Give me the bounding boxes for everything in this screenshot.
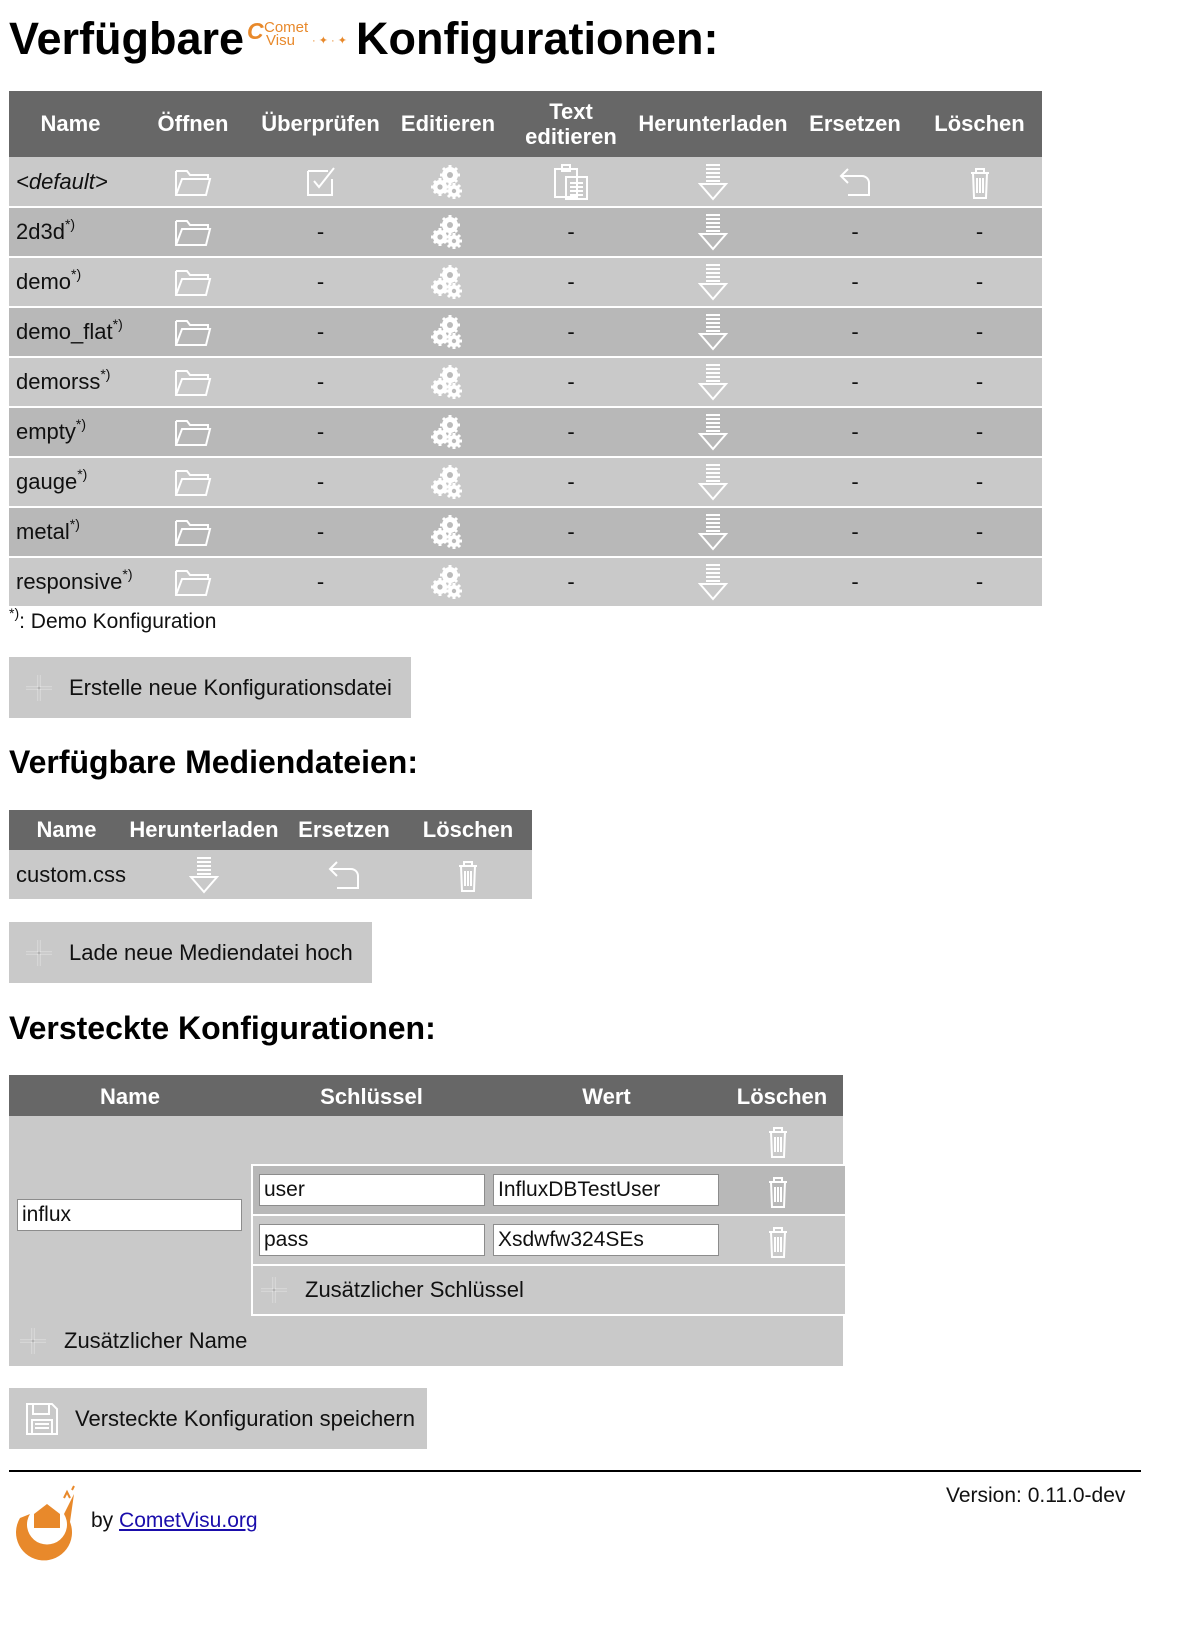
text-edit-button-dash: - — [567, 519, 575, 544]
config-name: empty — [16, 419, 76, 444]
download-icon[interactable] — [698, 463, 728, 501]
replace-cell — [793, 257, 917, 307]
check-cell — [254, 257, 387, 307]
config-name-cell — [9, 257, 132, 307]
footer-version: Version: 0.11.0-dev — [946, 1484, 1126, 1507]
config-name: metal — [16, 519, 70, 544]
folder-icon[interactable] — [174, 517, 212, 547]
gears-icon[interactable] — [430, 414, 466, 450]
delete-cell — [917, 207, 1042, 257]
config-name-cell — [9, 507, 132, 557]
check-button-dash: - — [316, 219, 325, 244]
footer-byline — [91, 1509, 258, 1533]
folder-icon[interactable] — [174, 467, 212, 497]
replace-button-dash: - — [851, 419, 859, 444]
replace-cell — [793, 507, 917, 557]
page-title-part2: Konfigurationen: — [356, 13, 719, 64]
replace-cell — [793, 307, 917, 357]
hidden-col-key: Schlüssel — [320, 1084, 423, 1109]
delete-cell — [917, 307, 1042, 357]
replace-button-dash: - — [851, 519, 859, 544]
text-edit-cell — [509, 307, 633, 357]
media-delete-cell — [404, 850, 532, 900]
text-edit-button-dash: - — [567, 369, 575, 394]
replace-icon[interactable] — [838, 167, 872, 197]
config-row — [9, 457, 1042, 507]
check-cell — [254, 357, 387, 407]
folder-icon[interactable] — [174, 267, 212, 297]
config-row — [9, 157, 1042, 207]
edit-cell — [387, 207, 509, 257]
download-icon[interactable] — [698, 413, 728, 451]
plus-icon — [259, 1275, 289, 1305]
page-title — [9, 13, 245, 64]
media-download-cell — [124, 850, 284, 900]
col-header-download: Herunterladen — [633, 91, 793, 157]
check-cell — [254, 157, 387, 207]
media-table — [9, 810, 532, 901]
add-name-button[interactable] — [18, 1324, 247, 1358]
gears-icon[interactable] — [430, 464, 466, 500]
config-row — [9, 507, 1042, 557]
replace-button-dash: - — [851, 319, 859, 344]
edit-cell — [387, 357, 509, 407]
gears-icon[interactable] — [430, 364, 466, 400]
media-name-cell — [9, 850, 127, 900]
config-name-cell — [9, 407, 132, 457]
delete-cell — [917, 457, 1042, 507]
add-name-label: Zusätzlicher Name — [64, 1328, 248, 1353]
hidden-key-input-pass[interactable] — [259, 1224, 485, 1256]
col-header-open: Öffnen — [132, 91, 254, 157]
replace-cell — [793, 207, 917, 257]
config-row — [9, 307, 1042, 357]
trash-icon[interactable] — [765, 1173, 791, 1209]
floppy-disk-icon — [24, 1401, 60, 1437]
media-col-delete: Löschen — [404, 810, 532, 850]
folder-icon[interactable] — [174, 567, 212, 597]
replace-button-dash: - — [851, 469, 859, 494]
media-col-download: Herunterladen — [124, 810, 284, 850]
download-icon[interactable] — [698, 563, 728, 601]
save-hidden-config-button[interactable] — [9, 1388, 427, 1449]
save-hidden-config-label: Versteckte Konfiguration speichern — [75, 1405, 415, 1431]
create-config-button[interactable] — [9, 657, 411, 718]
download-icon[interactable] — [698, 313, 728, 351]
config-name: demorss — [16, 369, 101, 394]
delete-cell — [917, 157, 1042, 207]
delete-cell — [917, 257, 1042, 307]
download-icon[interactable] — [698, 213, 728, 251]
config-row — [9, 357, 1042, 407]
delete-cell — [917, 507, 1042, 557]
text-edit-button-dash: - — [567, 319, 575, 344]
svg-text:· ✦ · ✦: · ✦ · ✦ — [312, 35, 347, 47]
check-button-dash: - — [316, 569, 325, 594]
delete-cell — [917, 557, 1042, 607]
replace-button-dash: - — [851, 369, 859, 394]
add-key-button[interactable] — [259, 1273, 524, 1307]
check-button-dash: - — [316, 369, 325, 394]
hidden-col-delete: Löschen — [736, 1084, 828, 1109]
config-name: <default> — [16, 168, 108, 194]
demo-marker: *) — [71, 265, 82, 282]
text-edit-button-dash: - — [567, 219, 575, 244]
media-col-name: Name — [9, 810, 124, 850]
delete-button-dash: - — [975, 519, 984, 544]
folder-icon[interactable] — [174, 317, 212, 347]
gears-icon[interactable] — [430, 514, 466, 550]
config-name-cell — [9, 357, 132, 407]
open-cell — [132, 307, 254, 357]
trash-icon[interactable] — [765, 1123, 791, 1159]
demo-footnote: *): Demo Konfiguration — [9, 605, 217, 633]
download-icon[interactable] — [189, 856, 219, 894]
demo-marker: *) — [77, 465, 88, 482]
text-edit-icon[interactable] — [552, 163, 590, 201]
download-cell — [633, 357, 793, 407]
open-cell — [132, 357, 254, 407]
plus-icon — [24, 673, 54, 703]
check-cell — [254, 457, 387, 507]
col-header-replace: Ersetzen — [793, 91, 917, 157]
check-cell — [254, 207, 387, 257]
cometvisu-logo — [244, 14, 348, 60]
replace-cell — [793, 407, 917, 457]
check-button-dash: - — [316, 419, 325, 444]
delete-button-dash: - — [975, 419, 984, 444]
config-row — [9, 557, 1042, 607]
open-cell — [132, 457, 254, 507]
col-header-delete: Löschen — [917, 91, 1042, 157]
media-name: custom.css — [16, 861, 127, 887]
delete-cell — [917, 407, 1042, 457]
delete-button-dash: - — [975, 569, 984, 594]
folder-icon[interactable] — [174, 217, 212, 247]
open-cell — [132, 407, 254, 457]
hidden-col-name: Name — [100, 1084, 160, 1109]
folder-icon[interactable] — [174, 167, 212, 197]
check-button-dash: - — [316, 469, 325, 494]
config-name: responsive — [16, 569, 123, 594]
config-name: demo_flat — [16, 319, 113, 344]
open-cell — [132, 207, 254, 257]
upload-media-label: Lade neue Mediendatei hoch — [69, 939, 353, 965]
delete-button[interactable] — [967, 167, 993, 192]
check-cell — [254, 507, 387, 557]
config-name-cell — [9, 457, 132, 507]
replace-icon[interactable] — [327, 860, 361, 890]
logo-text-2: Visu — [266, 32, 295, 49]
text-edit-cell — [509, 407, 633, 457]
demo-marker: *) — [75, 415, 87, 432]
download-cell — [633, 407, 793, 457]
config-name: 2d3d — [16, 219, 65, 244]
config-table — [9, 91, 1042, 608]
check-icon[interactable] — [304, 165, 338, 199]
download-cell — [633, 557, 793, 607]
download-cell — [633, 257, 793, 307]
gears-icon[interactable] — [430, 164, 466, 200]
replace-button-dash: - — [851, 569, 859, 594]
col-header-text-edit: Text editieren — [509, 91, 633, 157]
trash-icon[interactable] — [455, 857, 481, 893]
open-cell — [132, 507, 254, 557]
delete-button-dash: - — [975, 219, 984, 244]
text-edit-button-dash: - — [567, 469, 575, 494]
create-config-label: Erstelle neue Konfigurationsdatei — [69, 674, 392, 700]
logo-text-1: Comet — [264, 19, 309, 36]
check-button-dash: - — [316, 519, 325, 544]
text-edit-cell — [509, 207, 633, 257]
download-icon[interactable] — [698, 363, 728, 401]
text-edit-cell — [509, 507, 633, 557]
folder-icon[interactable] — [174, 417, 212, 447]
hidden-row-top — [251, 1116, 843, 1166]
edit-cell — [387, 407, 509, 457]
trash-icon[interactable] — [765, 1223, 791, 1259]
footer-logo — [12, 1484, 82, 1564]
delete-button-dash: - — [975, 469, 984, 494]
edit-cell — [387, 307, 509, 357]
hidden-name-input[interactable] — [17, 1199, 242, 1231]
download-cell — [633, 207, 793, 257]
replace-button-dash: - — [851, 219, 859, 244]
delete-cell — [917, 357, 1042, 407]
hidden-value-input-pass[interactable] — [493, 1224, 719, 1256]
replace-cell — [793, 457, 917, 507]
edit-cell — [387, 457, 509, 507]
media-col-replace: Ersetzen — [284, 810, 404, 850]
check-button-dash: - — [316, 319, 325, 344]
col-header-check: Überprüfen — [254, 91, 387, 157]
text-edit-cell — [509, 457, 633, 507]
open-cell — [132, 557, 254, 607]
gears-icon[interactable] — [430, 264, 466, 300]
replace-button[interactable] — [838, 167, 872, 192]
hidden-config-table — [9, 1075, 843, 1366]
download-icon[interactable] — [698, 513, 728, 551]
hidden-col-value: Wert — [582, 1084, 631, 1109]
text-edit-button-dash: - — [567, 569, 575, 594]
hidden-value-input-user[interactable] — [493, 1174, 719, 1206]
demo-marker: *) — [122, 565, 133, 582]
download-cell — [633, 307, 793, 357]
hidden-title: Versteckte Konfigurationen: — [9, 1010, 436, 1046]
delete-button-dash: - — [975, 269, 984, 294]
trash-icon[interactable] — [967, 164, 993, 200]
text-edit-button[interactable] — [552, 167, 590, 192]
col-header-name: Name — [9, 91, 132, 157]
edit-cell — [387, 257, 509, 307]
config-name: gauge — [16, 469, 78, 494]
page-title-part1: Verfügbare — [9, 13, 245, 64]
download-cell — [633, 157, 793, 207]
edit-cell — [387, 157, 509, 207]
text-edit-cell — [509, 157, 633, 207]
config-name-cell — [9, 207, 132, 257]
config-row — [9, 257, 1042, 307]
footer-link[interactable]: CometVisu.org — [119, 1509, 258, 1532]
open-cell — [132, 257, 254, 307]
col-header-edit: Editieren — [387, 91, 509, 157]
replace-cell — [793, 557, 917, 607]
check-cell — [254, 307, 387, 357]
text-edit-button-dash: - — [567, 419, 575, 444]
media-title: Verfügbare Mediendateien: — [9, 744, 418, 780]
replace-cell — [793, 157, 917, 207]
download-icon[interactable] — [698, 163, 728, 201]
text-edit-cell — [509, 557, 633, 607]
download-cell — [633, 457, 793, 507]
download-icon[interactable] — [698, 263, 728, 301]
hidden-key-input-user[interactable] — [259, 1174, 485, 1206]
delete-button-dash: - — [975, 319, 984, 344]
config-row — [9, 407, 1042, 457]
hidden-header — [9, 1075, 843, 1116]
plus-icon — [18, 1326, 48, 1356]
media-replace-cell — [284, 850, 404, 900]
text-edit-cell — [509, 357, 633, 407]
config-name-cell — [9, 307, 132, 357]
open-cell — [132, 157, 254, 207]
config-name-cell — [9, 557, 132, 607]
replace-button-dash: - — [851, 269, 859, 294]
download-cell — [633, 507, 793, 557]
folder-icon[interactable] — [174, 367, 212, 397]
edit-cell — [387, 557, 509, 607]
config-row — [9, 207, 1042, 257]
replace-cell — [793, 357, 917, 407]
check-button[interactable] — [304, 167, 338, 192]
gears-icon[interactable] — [430, 314, 466, 350]
media-row — [9, 850, 532, 900]
check-button-dash: - — [316, 269, 325, 294]
config-name: demo — [16, 269, 72, 294]
plus-icon — [24, 938, 54, 968]
demo-marker: *) — [64, 215, 76, 232]
demo-marker: *) — [112, 315, 123, 332]
gears-icon[interactable] — [430, 214, 466, 250]
svg-text:C: C — [247, 18, 264, 44]
text-edit-button-dash: - — [567, 269, 575, 294]
footer-divider — [9, 1470, 1141, 1472]
upload-media-button[interactable] — [9, 922, 372, 983]
check-cell — [254, 407, 387, 457]
delete-button-dash: - — [975, 369, 984, 394]
config-name-cell — [9, 157, 132, 207]
text-edit-cell — [509, 257, 633, 307]
add-key-label: Zusätzlicher Schlüssel — [305, 1277, 524, 1302]
check-cell — [254, 557, 387, 607]
footer-by: by — [91, 1509, 114, 1532]
demo-marker: *) — [100, 365, 111, 382]
edit-cell — [387, 507, 509, 557]
gears-icon[interactable] — [430, 564, 466, 600]
demo-marker: *) — [69, 515, 80, 532]
